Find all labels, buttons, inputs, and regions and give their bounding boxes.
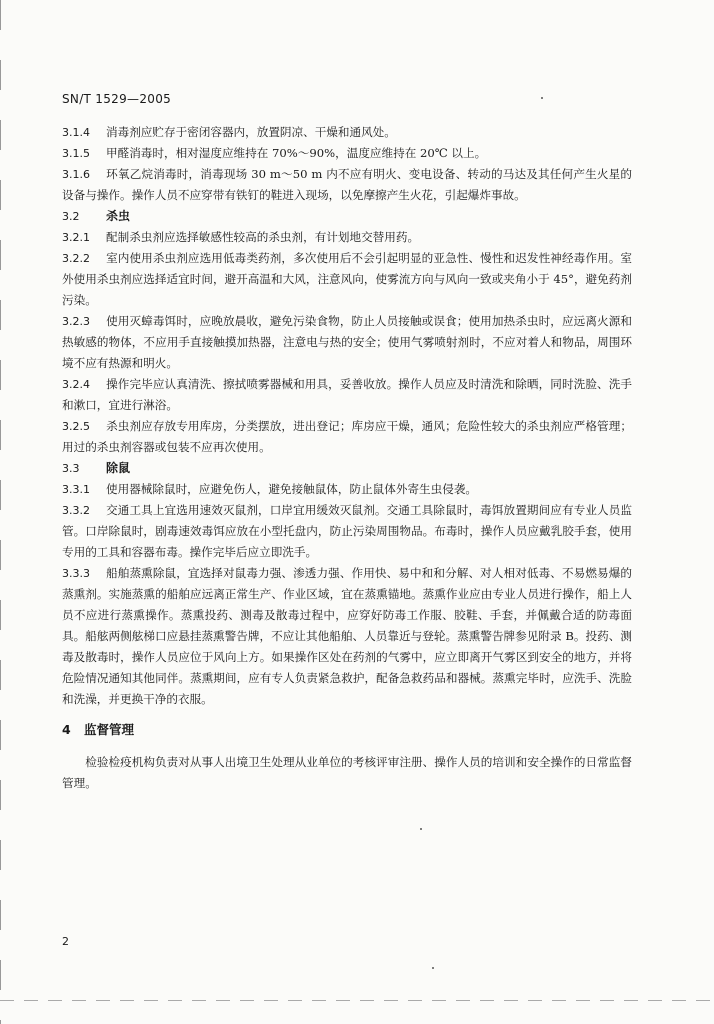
clause-paragraph	[62, 122, 632, 143]
clause-paragraph	[62, 500, 632, 563]
clause-text: 甲醛消毒时，相对湿度应维持在 70%～90%，温度应维持在 20℃ 以上。	[106, 146, 487, 160]
clause-text: 环氧乙烷消毒时，消毒现场 30 m～50 m 内不应有明火、变电设备、转动的马达及其任何产生火星的设备与操作。操作人员不应穿带有铁钉的鞋进入现场，以免摩擦产生火花，引起爆炸事故。	[62, 167, 632, 202]
clause-text: 操作完毕应认真清洗、擦拭喷雾器械和用具，妥善收放。操作人员应及时清洗和除晒，同时洗脸、洗手和漱口，宜进行淋浴。	[62, 377, 632, 412]
clause-number: 3.3	[62, 462, 80, 475]
scan-speck	[541, 97, 543, 99]
clause-number: 3.1.4	[62, 126, 90, 139]
section-heading	[62, 206, 632, 227]
clause-text: 使用灭蟑毒饵时，应晚放晨收，避免污染食物，防止人员接触或误食；使用加热杀虫时，应远离火源和热敏感的物体，不应用手直接触摸加热器，注意电与热的安全；使用气雾喷射剂时，不应对着人和物品，周围环境不应有热源和明火。	[62, 314, 632, 370]
clause-number: 3.2	[62, 210, 80, 223]
clause-number: 3.3.1	[62, 483, 90, 496]
footer-dashed-line	[0, 1000, 714, 1001]
clause-number: 3.3.2	[62, 504, 90, 517]
clause-text: 检验检疫机构负责对从事人出境卫生处理从业单位的考核评审注册、操作人员的培训和安全操作的日常监督管理。	[62, 755, 632, 790]
clause-paragraph	[62, 479, 632, 500]
clause-text: 杀虫剂应存放专用库房，分类摆放，进出登记；库房应干燥，通风；危险性较大的杀虫剂应严格管理；用过的杀虫剂容器或包装不应再次使用。	[62, 419, 632, 454]
clause-paragraph	[62, 311, 632, 374]
clause-paragraph	[62, 248, 632, 311]
clause-text: 监督管理	[84, 722, 135, 737]
clause-number: 3.2.2	[62, 252, 90, 265]
clause-text: 杀虫	[106, 209, 131, 223]
clause-text: 消毒剂应贮存于密闭容器内，放置阴凉、干燥和通风处。	[106, 125, 396, 139]
clause-paragraph	[62, 563, 632, 710]
clause-number: 3.2.5	[62, 420, 90, 433]
clause-number: 3.2.1	[62, 231, 90, 244]
section-heading	[62, 458, 632, 479]
scan-edge	[0, 0, 1, 1024]
clause-number: 4	[62, 722, 71, 737]
clause-number: 3.2.4	[62, 378, 90, 391]
clause-number: 3.1.6	[62, 168, 90, 181]
clause-text: 交通工具上宜选用速效灭鼠剂，口岸宜用缓效灭鼠剂。交通工具除鼠时，毒饵放置期间应有专业人员监管。口岸除鼠时，剧毒速效毒饵应放在小型托盘内，防止污染周围物品。布毒时，操作人员应戴乳胶手套，使用专用的工具和容器布毒。操作完毕后应立即洗手。	[62, 503, 632, 559]
page-number: 2	[62, 935, 69, 948]
clause-text: 配制杀虫剂应选择敏感性较高的杀虫剂，有计划地交替用药。	[106, 230, 420, 244]
clause-text: 使用器械除鼠时，应避免伤人，避免接触鼠体，防止鼠体外寄生虫侵袭。	[106, 482, 478, 496]
scan-speck	[420, 828, 422, 830]
document-body	[62, 122, 632, 794]
scan-speck	[432, 967, 434, 969]
section-heading	[62, 719, 632, 740]
clause-number: 3.3.3	[62, 567, 90, 580]
clause-paragraph	[62, 143, 632, 164]
clause-paragraph	[62, 374, 632, 416]
clause-number: 3.2.3	[62, 315, 90, 328]
clause-paragraph	[62, 164, 632, 206]
clause-paragraph	[62, 227, 632, 248]
standard-code: SN/T 1529—2005	[62, 92, 172, 106]
clause-text: 室内使用杀虫剂应选用低毒类药剂，多次使用后不会引起明显的亚急性、慢性和迟发性神经毒作用。室外使用杀虫剂应选择适宜时间，避开高温和大风，注意风向，使雾流方向与风向一致或夹角小于 45°，避免药剂污染。	[62, 251, 632, 307]
clause-text: 船舶蒸熏除鼠，宜选择对鼠毒力强、渗透力强、作用快、易中和和分解、对人相对低毒、不易燃易爆的蒸熏剂。实施蒸熏的船舶应远离正常生产、作业区域，宜在蒸熏锚地。蒸熏作业应由专业人员进行操作，船上人员不应进行蒸熏操作。蒸熏投药、测毒及散毒过程中，应穿好防毒工作服、胶鞋、手套，并佩戴合适的防毒面具。船舷两侧舷梯口应悬挂蒸熏警告牌，不应让其他船舶、人员靠近与登轮。蒸熏警告牌参见附录 B。投药、测毒及散毒时，操作人员应位于风向上方。如果操作区处在药剂的气雾中，应立即离开气雾区到安全的地方，并将危险情况通知其他同伴。蒸熏期间，应有专人负责紧急救护，配备急救药品和器械。蒸熏完毕时，应洗手、洗脸和洗澡，并更换干净的衣服。	[62, 566, 632, 706]
clause-paragraph	[62, 416, 632, 458]
clause-text: 除鼠	[106, 461, 131, 475]
clause-number: 3.1.5	[62, 147, 90, 160]
clause-paragraph	[62, 752, 632, 794]
